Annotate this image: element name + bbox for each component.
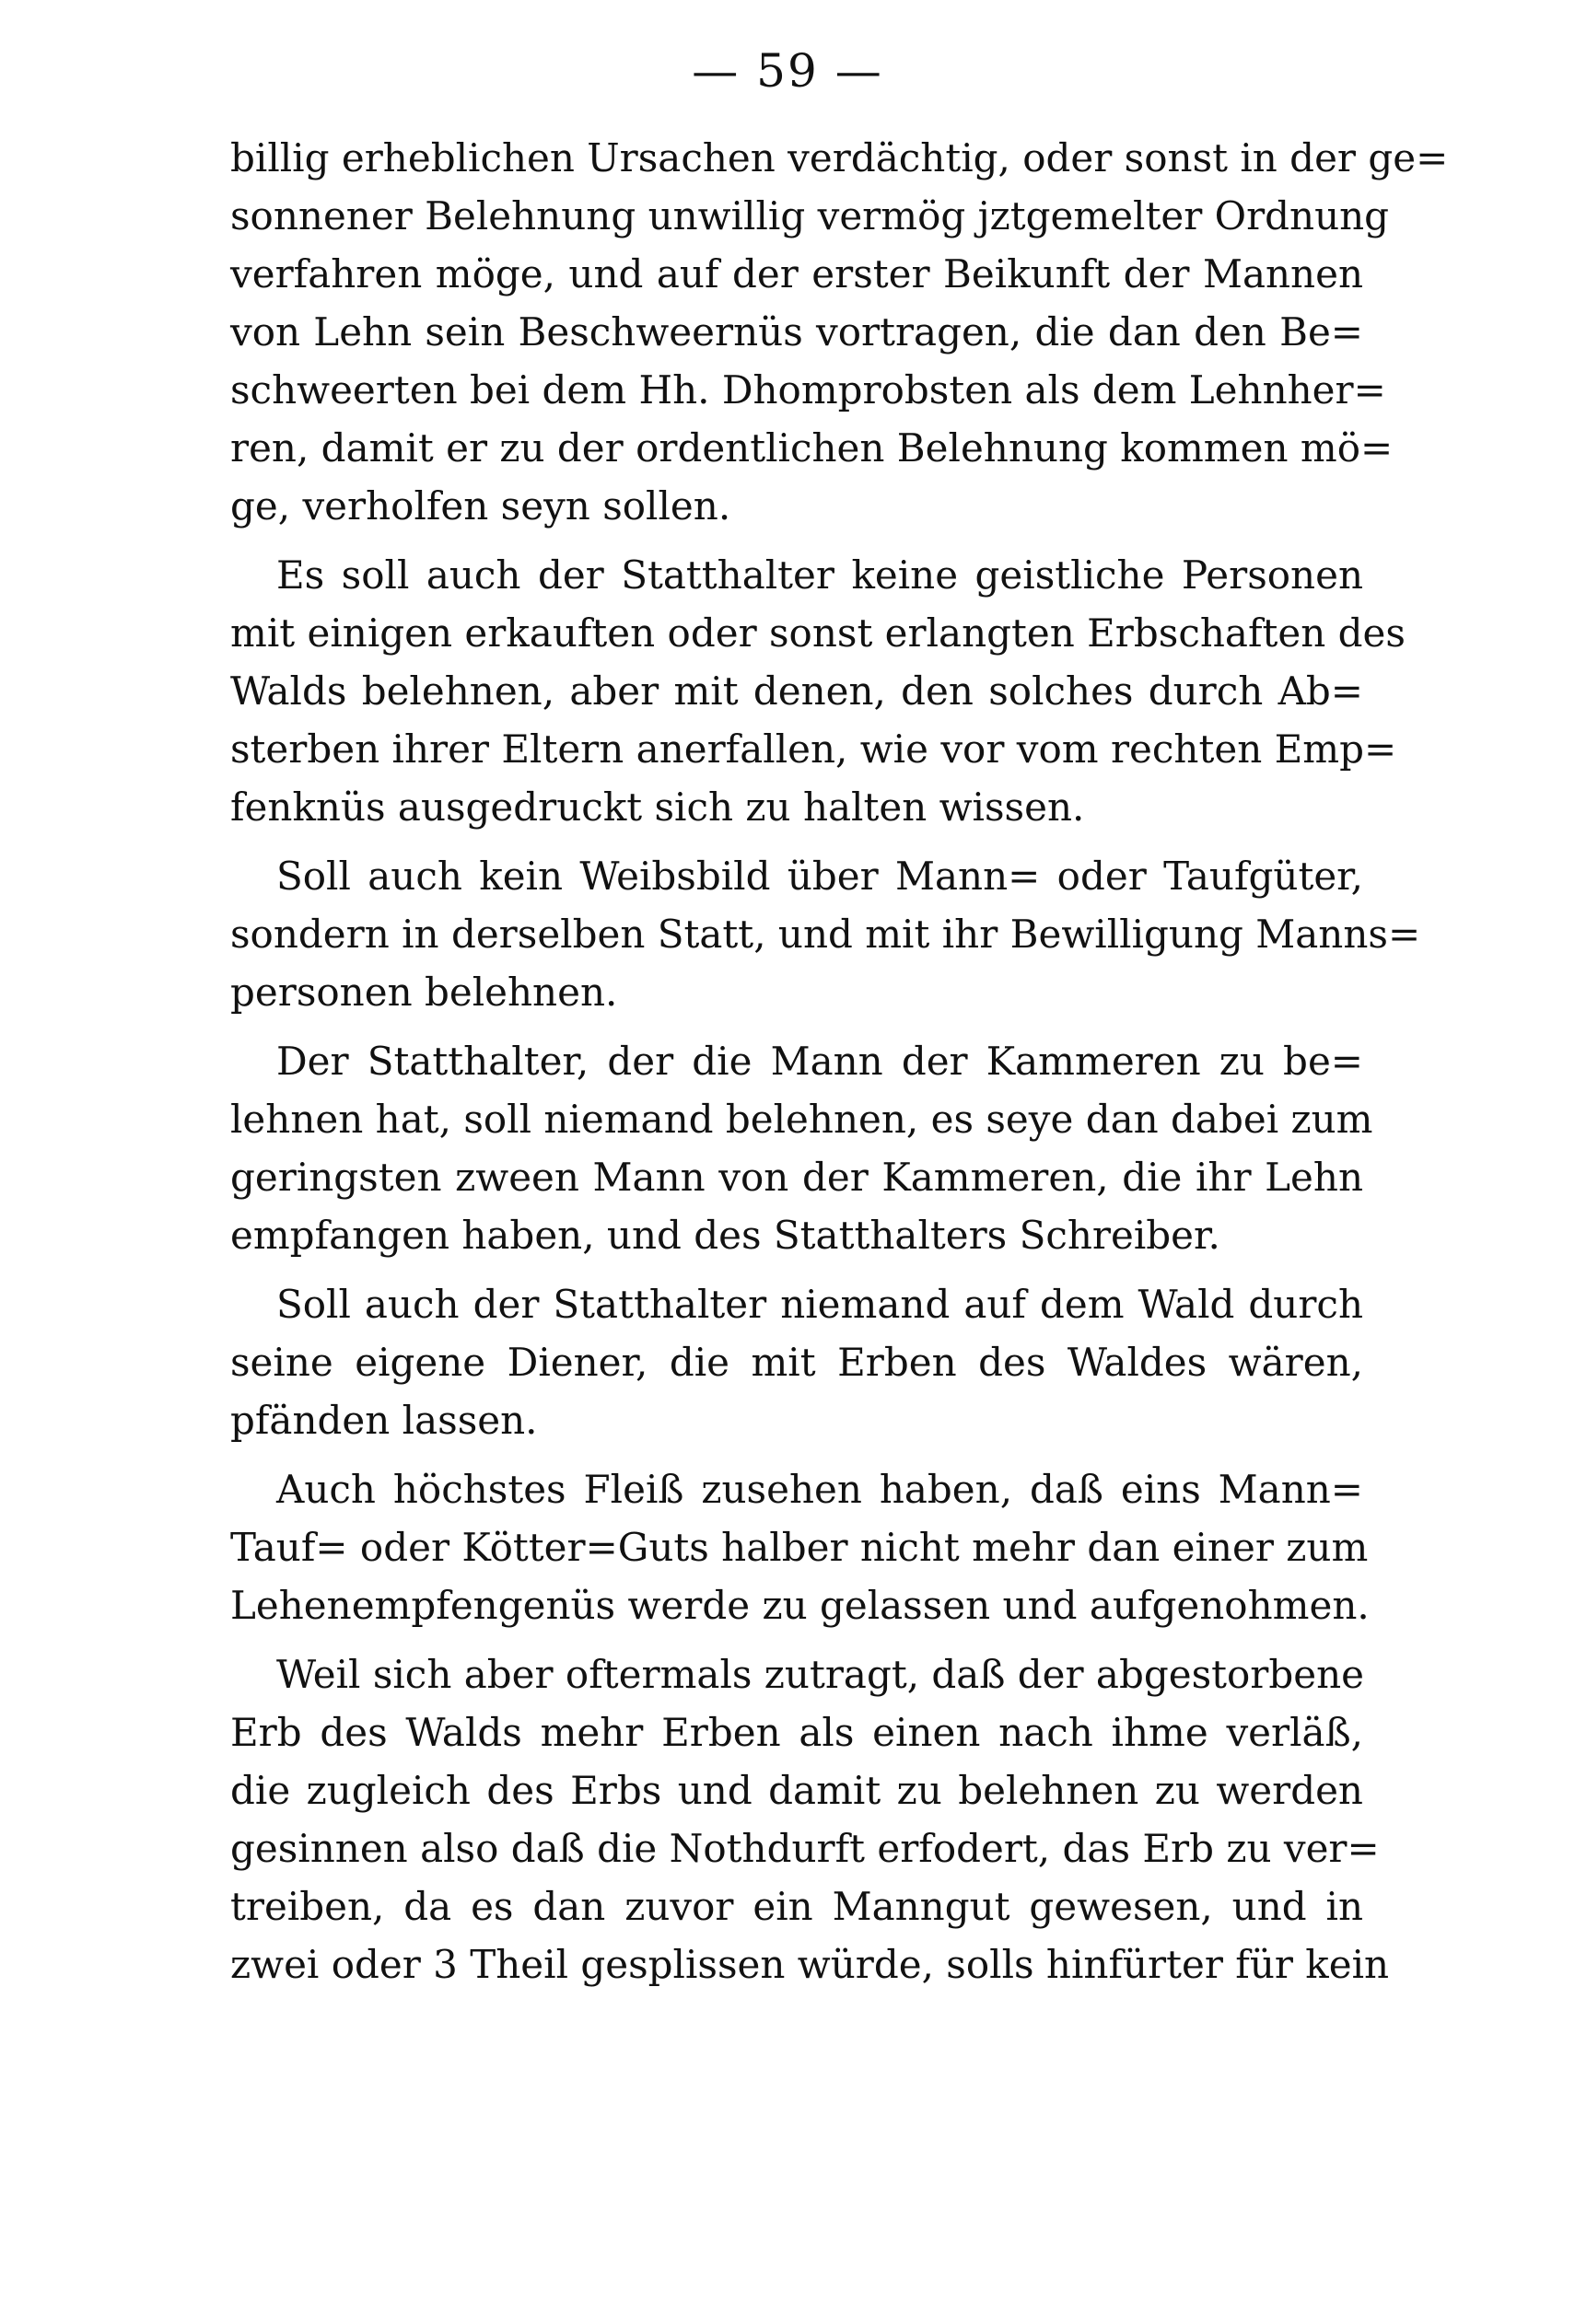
body-text xyxy=(230,129,1449,2004)
paragraph xyxy=(230,546,1406,836)
paragraph xyxy=(230,129,1449,535)
text-line: mit einigen erkauften oder sonst erlangten Erbschaften des xyxy=(230,610,1406,656)
text-line: Tauf= oder Kötter=Guts halber nicht mehr dan einer zum xyxy=(230,1525,1369,1570)
text-line: Es soll auch der Statthalter keine geistliche Personen xyxy=(276,552,1363,598)
text-line: gesinnen also daß die Nothdurft erfodert, das Erb zu ver= xyxy=(230,1826,1380,1871)
paragraph xyxy=(230,847,1421,1021)
text-line: geringsten zween Mann von der Kammeren, die ihr Lehn xyxy=(230,1155,1363,1200)
text-line: Soll auch kein Weibsbild über Mann= oder Taufgüter, xyxy=(276,854,1363,899)
text-line: die zugleich des Erbs und damit zu belehnen zu werden xyxy=(230,1768,1363,1813)
text-line: sonnener Belehnung unwillig vermög jztgemelter Ordnung xyxy=(230,193,1390,238)
page-number: — 59 — xyxy=(692,44,883,98)
text-line: Weil sich aber oftermals zutragt, daß der abgestorbene xyxy=(276,1652,1365,1697)
text-line: Lehenempfengenüs werde zu gelassen und aufgenohmen. xyxy=(230,1583,1370,1628)
text-line: treiben, da es dan zuvor ein Manngut gewesen, und in xyxy=(230,1884,1363,1929)
paragraph xyxy=(230,1460,1370,1634)
text-line: fenknüs ausgedruckt sich zu halten wissen. xyxy=(230,784,1085,830)
text-line: verfahren möge, und auf der erster Beikunft der Mannen xyxy=(230,251,1363,296)
text-line: pfänden lassen. xyxy=(230,1398,538,1443)
paragraph xyxy=(230,1275,1363,1449)
text-line: zwei oder 3 Theil gesplissen würde, solls hinfürter für kein xyxy=(230,1942,1390,1987)
paragraph xyxy=(230,1032,1373,1264)
text-line: personen belehnen. xyxy=(230,970,618,1015)
text-line: seine eigene Diener, die mit Erben des Waldes wären, xyxy=(230,1340,1363,1385)
text-line: empfangen haben, und des Statthalters Schreiber. xyxy=(230,1213,1220,1258)
text-line: ge, verholfen seyn sollen. xyxy=(230,483,731,529)
text-line: Soll auch der Statthalter niemand auf dem Wald durch xyxy=(276,1282,1363,1327)
text-line: schweerten bei dem Hh. Dhomprobsten als dem Lehnher= xyxy=(230,367,1386,413)
text-line: lehnen hat, soll niemand belehnen, es seye dan dabei zum xyxy=(230,1097,1373,1142)
text-line: Auch höchstes Fleiß zusehen haben, daß eins Mann= xyxy=(276,1467,1363,1512)
text-line: Walds belehnen, aber mit denen, den solches durch Ab= xyxy=(230,668,1363,714)
text-line: Der Statthalter, der die Mann der Kammeren zu be= xyxy=(276,1039,1363,1084)
text-line: Erb des Walds mehr Erben als einen nach ihme verläß, xyxy=(230,1710,1363,1755)
text-line: sterben ihrer Eltern anerfallen, wie vor vom rechten Emp= xyxy=(230,726,1397,772)
text-line: ren, damit er zu der ordentlichen Belehnung kommen mö= xyxy=(230,425,1394,471)
text-line: von Lehn sein Beschweernüs vortragen, die dan den Be= xyxy=(230,309,1363,354)
text-line: sondern in derselben Statt, und mit ihr Bewilligung Manns= xyxy=(230,912,1421,957)
text-line: billig erheblichen Ursachen verdächtig, oder sonst in der ge= xyxy=(230,135,1449,180)
paragraph xyxy=(230,1645,1390,1993)
